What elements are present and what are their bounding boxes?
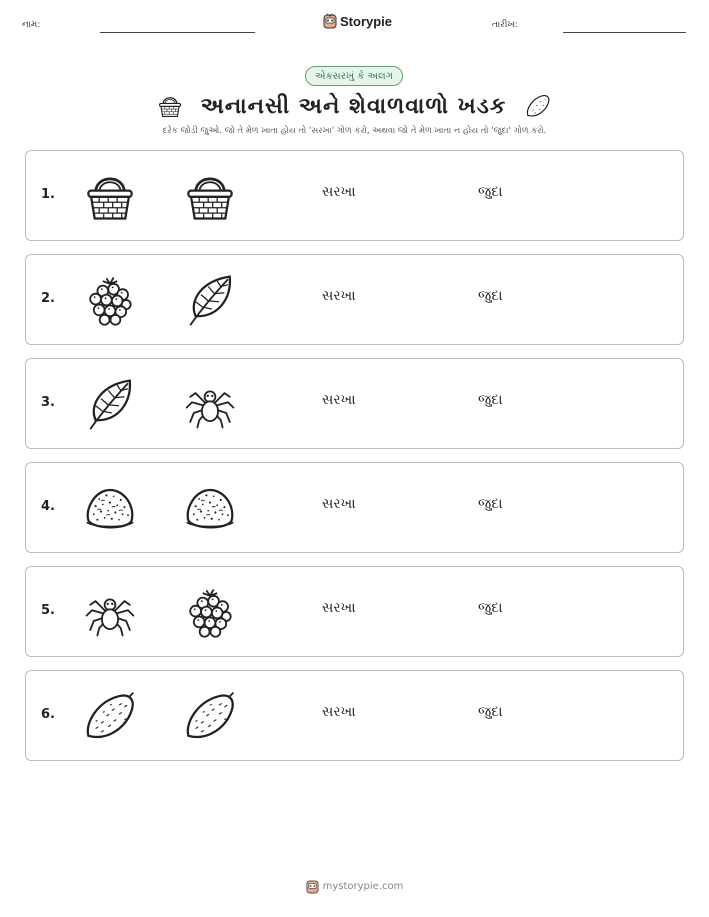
- spider-icon: [83, 585, 137, 639]
- page-header: [0, 0, 709, 40]
- leaf-icon: [83, 377, 137, 431]
- option-same[interactable]: સરખા: [322, 704, 356, 720]
- spider-icon: [183, 377, 237, 431]
- question-row: [25, 358, 684, 449]
- activity-badge: એકસરખું કે અલગ: [305, 66, 403, 86]
- option-different[interactable]: જુદા: [478, 184, 503, 200]
- question-number: 3.: [41, 395, 55, 410]
- storypie-mascot-icon: [306, 879, 319, 894]
- question-row: [25, 150, 684, 241]
- name-field[interactable]: [100, 32, 255, 33]
- footer-url[interactable]: mystorypie.com: [322, 881, 404, 892]
- yam-icon: [83, 689, 137, 743]
- option-different[interactable]: જુદા: [478, 496, 503, 512]
- question-row: [25, 670, 684, 761]
- option-different[interactable]: જુદા: [478, 288, 503, 304]
- date-field[interactable]: [563, 32, 686, 33]
- basket-icon: [157, 93, 183, 119]
- name-label: નામ:: [22, 20, 41, 30]
- rock-icon: [183, 481, 237, 535]
- question-row: [25, 254, 684, 345]
- date-label: તારીખ:: [492, 20, 518, 30]
- page-footer: [0, 879, 709, 894]
- yam-icon: [524, 92, 552, 120]
- option-same[interactable]: સરખા: [322, 288, 356, 304]
- question-number: 6.: [41, 707, 55, 722]
- brand-name: Storypie: [340, 13, 393, 29]
- question-row: [25, 462, 684, 553]
- question-number: 5.: [41, 603, 55, 618]
- page-title: અનાનસી અને શેવાળવાળો ખડક: [200, 93, 507, 119]
- berry-icon: [83, 273, 137, 327]
- storypie-mascot-icon: [323, 13, 337, 29]
- option-different[interactable]: જુદા: [478, 600, 503, 616]
- question-number: 1.: [41, 187, 55, 202]
- question-number: 2.: [41, 291, 55, 306]
- instructions: દરેક જોડી જુઓ. જો તે મેળ ખાતા હોય તો 'સરખા' ગોળ કરો, અથવા જો તે મેળ ખાતા ન હોય તો 'જુદા' ગોળ કરો.: [162, 126, 547, 136]
- option-different[interactable]: જુદા: [478, 392, 503, 408]
- option-different[interactable]: જુદા: [478, 704, 503, 720]
- basket-icon: [83, 169, 137, 223]
- option-same[interactable]: સરખા: [322, 392, 356, 408]
- title-row: [0, 88, 709, 124]
- question-number: 4.: [41, 499, 55, 514]
- leaf-icon: [183, 273, 237, 327]
- question-row: [25, 566, 684, 657]
- brand-logo: [323, 13, 392, 29]
- berry-icon: [183, 585, 237, 639]
- yam-icon: [183, 689, 237, 743]
- option-same[interactable]: સરખા: [322, 184, 356, 200]
- option-same[interactable]: સરખા: [322, 496, 356, 512]
- basket-icon: [183, 169, 237, 223]
- rock-icon: [83, 481, 137, 535]
- option-same[interactable]: સરખા: [322, 600, 356, 616]
